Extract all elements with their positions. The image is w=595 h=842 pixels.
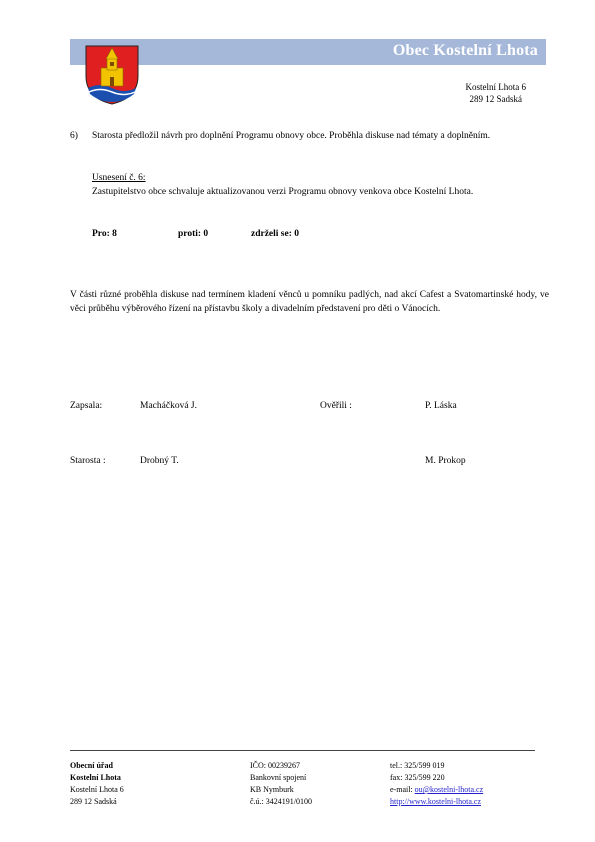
misc-paragraph: V části různé proběhla diskuse nad termínem kladení věnců u pomníku padlých, nad akcí Cafest a Svatomartinské hody, ve věci průběhu výběrového řízení na přístavbu školy a divadelním představení pro děti o Vánocích. (70, 290, 549, 314)
mayor-name: Drobný T. (140, 456, 179, 466)
recorded-label: Zapsala: (70, 401, 103, 411)
item-text: Starosta předložil návrh pro doplnění Programu obnovy obce. Proběhla diskuse nad tématy a doplněním. (92, 131, 491, 141)
page-title: Obec Kostelní Lhota (392, 42, 538, 59)
footer-street: Kostelní Lhota 6 (70, 785, 124, 794)
footer-bank-label: Bankovní spojení (250, 773, 307, 782)
footer-fax: fax: 325/599 220 (390, 773, 445, 782)
footer-account: č.ú.: 3424191/0100 (250, 797, 312, 806)
footer-email-label: e-mail: (390, 785, 415, 794)
header-bar (70, 39, 546, 65)
footer-village: Kostelní Lhota (70, 773, 121, 782)
verifier-1: P. Láska (425, 401, 457, 411)
footer-web-link[interactable]: http://www.kostelni-lhota.cz (390, 797, 482, 806)
footer-bank-name: KB Nymburk (250, 785, 294, 794)
recorded-name: Macháčková J. (140, 401, 197, 411)
footer-ico: IČO: 00239267 (250, 761, 300, 770)
footer-city: 289 12 Sadská (70, 797, 117, 806)
vote-against: proti: 0 (178, 229, 209, 239)
vote-for: Pro: 8 (92, 229, 117, 239)
verified-label: Ověřili : (320, 401, 352, 411)
coat-of-arms-logo (84, 44, 140, 106)
address-city: 289 12 Sadská (469, 94, 522, 104)
footer-divider (70, 750, 535, 751)
footer-email-link[interactable]: ou@kostelni-lhota.cz (414, 785, 484, 794)
mayor-label: Starosta : (70, 456, 106, 466)
footer-email-line (390, 784, 483, 796)
footer-office (70, 760, 124, 808)
footer-office-name: Obecní úřad (70, 761, 113, 770)
footer-contact (390, 760, 483, 808)
office-address (466, 81, 527, 105)
verifier-2: M. Prokop (425, 456, 466, 466)
vote-abstain: zdrželi se: 0 (251, 229, 300, 239)
address-street: Kostelní Lhota 6 (465, 82, 526, 92)
resolution-text: Zastupitelstvo obce schvaluje aktualizovanou verzi Programu obnovy venkova obce Kostelní Lhota. (92, 187, 474, 197)
footer-tel: tel.: 325/599 019 (390, 761, 445, 770)
resolution-heading: Usnesení č. 6: (92, 173, 146, 183)
footer-bank (250, 760, 312, 808)
item-number: 6) (70, 131, 78, 141)
